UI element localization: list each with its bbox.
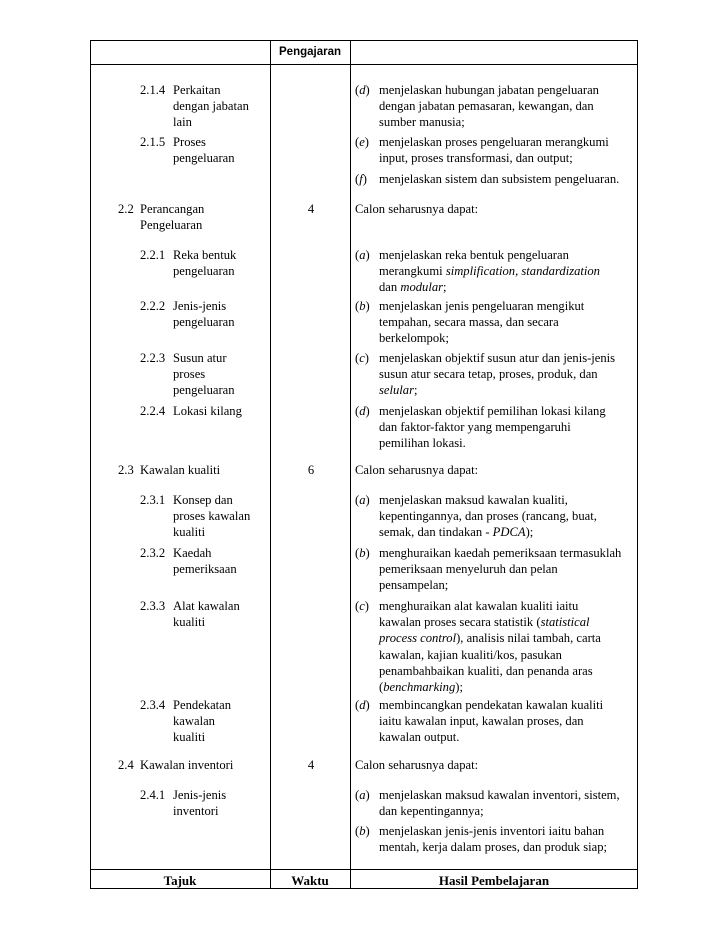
subtopic-number: 2.4.1	[140, 788, 166, 802]
outcome-item: (d) menjelaskan objektif pemilihan lokasi kilang dan faktor-faktor yang mempengaruhi pemilihan lokasi.	[355, 404, 606, 451]
header-pengajaran: Pengajaran	[279, 46, 341, 58]
subtopic-label: Jenis-jenis inventori	[173, 788, 227, 818]
section-title: Kawalan inventori	[140, 758, 234, 772]
section-intro: Calon seharusnya dapat:	[355, 463, 479, 477]
outcome-marker: (b)	[355, 299, 370, 313]
section-number: 2.2	[118, 202, 134, 216]
subtopic-label: Perkaitan dengan jabatan lain	[173, 83, 249, 129]
subtopic-number: 2.3.3	[140, 599, 166, 613]
subtopic-number: 2.3.4	[140, 698, 166, 712]
subtopic-label: Konsep dan proses kawalan kualiti	[173, 493, 251, 539]
outcome-marker: (b)	[355, 546, 370, 560]
footer-waktu: Waktu	[291, 873, 329, 888]
outcome-item: (e) menjelaskan proses pengeluaran merangkumi input, proses transformasi, dan output;	[355, 135, 609, 166]
subtopic-label: Proses pengeluaran	[173, 135, 235, 165]
subtopic-label: Alat kawalan kualiti	[173, 599, 240, 629]
subtopic-number: 2.1.4	[140, 83, 166, 97]
section-intro: Calon seharusnya dapat:	[355, 202, 479, 216]
footer-hasil-pembelajaran: Hasil Pembelajaran	[438, 873, 550, 888]
outcome-marker: (d)	[355, 404, 370, 418]
outcome-marker: (c)	[355, 599, 369, 613]
section-time: 6	[307, 463, 315, 477]
outcome-item: (b) menjelaskan jenis-jenis inventori iaitu bahan mentah, kerja dalam proses, dan produk siap;	[355, 824, 608, 855]
outcome-marker: (b)	[355, 824, 370, 838]
section-time: 4	[307, 758, 315, 772]
outcome-item: (a) menjelaskan reka bentuk pengeluaran merangkumi simplification, standardization dan modular;	[355, 248, 600, 295]
outcome-item: (b) menjelaskan jenis pengeluaran mengikut tempahan, secara massa, dan secara berkelompok;	[355, 299, 585, 346]
outcome-marker: (e)	[355, 135, 369, 149]
outcome-marker: (a)	[355, 788, 370, 802]
subtopic-label: Susun atur proses pengeluaran	[173, 351, 235, 397]
outcome-item: (c) menghuraikan alat kawalan kualiti iaitu kawalan proses secara statistik (statistical process control), analisis nilai tambah, carta kawalan, kajian kualiti/kos, pasukan penambahbaikan kualiti, dan penanda aras (benchmarking);	[355, 599, 601, 695]
outcome-item: (f) menjelaskan sistem dan subsistem pengeluaran.	[355, 172, 620, 186]
footer-tajuk: Tajuk	[163, 873, 197, 888]
section-title: Kawalan kualiti	[140, 463, 221, 477]
subtopic-number: 2.2.3	[140, 351, 166, 365]
subtopic-label: Lokasi kilang	[173, 404, 242, 418]
section-number: 2.3	[118, 463, 134, 477]
outcome-item: (c) menjelaskan objektif susun atur dan jenis-jenis susun atur secara tetap, proses, produk, dan selular;	[355, 351, 616, 398]
subtopic-number: 2.2.4	[140, 404, 166, 418]
subtopic-number: 2.2.1	[140, 248, 166, 262]
outcome-item: (d) membincangkan pendekatan kawalan kualiti iaitu kawalan input, kawalan proses, dan kawalan output.	[355, 698, 604, 745]
outcome-marker: (d)	[355, 83, 370, 97]
subtopic-number: 2.3.1	[140, 493, 166, 507]
outcome-marker: (c)	[355, 351, 369, 365]
subtopic-label: Kaedah pemeriksaan	[173, 546, 237, 576]
subtopic-label: Jenis-jenis pengeluaran	[173, 299, 235, 329]
outcome-marker: (a)	[355, 493, 370, 507]
header-bottom-border	[90, 64, 638, 65]
section-time: 4	[307, 202, 315, 216]
outcome-marker: (a)	[355, 248, 370, 262]
subtopic-number: 2.3.2	[140, 546, 166, 560]
section-intro: Calon seharusnya dapat:	[355, 758, 479, 772]
outcome-item: (a) menjelaskan maksud kawalan inventori, sistem, dan kepentingannya;	[355, 788, 620, 819]
subtopic-label: Pendekatan kawalan kualiti	[173, 698, 232, 744]
subtopic-number: 2.2.2	[140, 299, 166, 313]
outcome-marker: (d)	[355, 698, 370, 712]
section-title: Perancangan Pengeluaran	[140, 202, 205, 232]
subtopic-number: 2.1.5	[140, 135, 166, 149]
outcome-item: (a) menjelaskan maksud kawalan kualiti, kepentingannya, dan proses (rancang, buat, semak, dan tindakan - PDCA);	[355, 493, 597, 540]
outcome-item: (d) menjelaskan hubungan jabatan pengeluaran dengan jabatan pemasaran, kewangan, dan sumber manusia;	[355, 83, 599, 130]
outcome-marker: (f)	[355, 172, 367, 186]
footer-top-border	[90, 869, 638, 870]
outcome-item: (b) menghuraikan kaedah pemeriksaan termasuklah pemeriksaan menyeluruh dan pelan pensampelan;	[355, 546, 622, 593]
subtopic-label: Reka bentuk pengeluaran	[173, 248, 237, 278]
section-number: 2.4	[118, 758, 134, 772]
